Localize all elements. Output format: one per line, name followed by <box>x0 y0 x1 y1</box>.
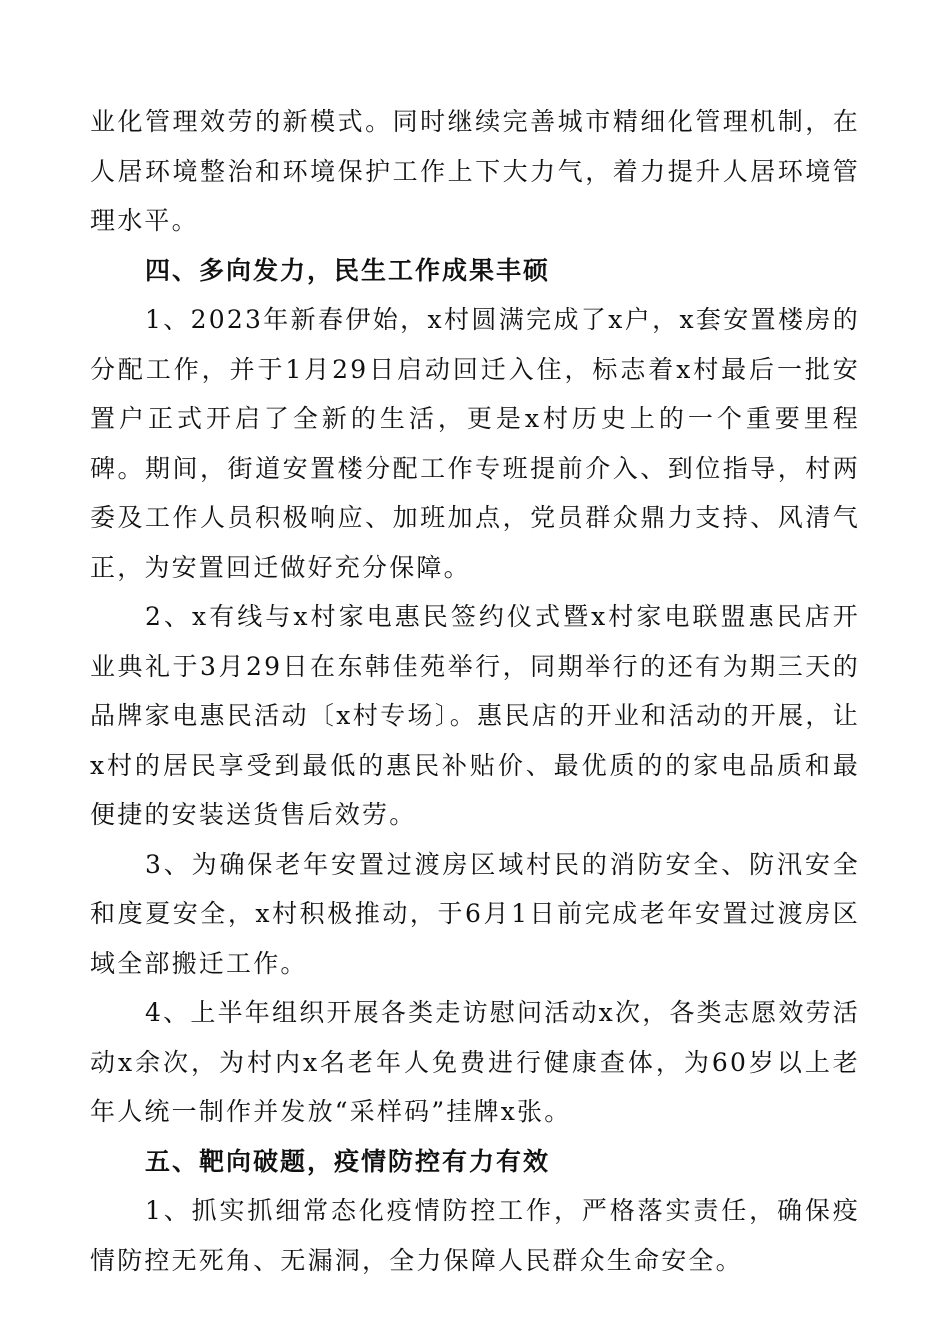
paragraph-item-5-1: 1、抓实抓细常态化疫情防控工作，严格落实责任，确保疫情防控无死角、无漏洞，全力保障人民群众生命安全。 <box>90 1196 860 1275</box>
paragraph-continuation: 业化管理效劳的新模式。同时继续完善城市精细化管理机制，在人居环境整治和环境保护工作上下大力气，着力提升人居环境管理水平。 <box>90 107 860 235</box>
section-heading-4: 四、多向发力，民生工作成果丰硕 <box>145 255 551 285</box>
section-heading-5: 五、靶向破题，疫情防控有力有效 <box>145 1146 551 1176</box>
paragraph-item-4-4: 4、上半年组织开展各类走访慰问活动x次，各类志愿效劳活动x余次，为村内x名老年人免费进行健康查体，为60岁以上老年人统一制作并发放“采样码”挂牌x张。 <box>90 998 860 1126</box>
paragraph-item-4-2: 2、x有线与x村家电惠民签约仪式暨x村家电联盟惠民店开业典礼于3月29日在东韩佳苑举行，同期举行的还有为期三天的品牌家电惠民活动〔x村专场〕。惠民店的开业和活动的开展，让x村的居民享受到最低的惠民补贴价、最优质的的家电品质和最便捷的安装送货售后效劳。 <box>90 602 860 829</box>
paragraph-item-4-1: 1、2023年新春伊始，x村圆满完成了x户，x套安置楼房的分配工作，并于1月29日启动回迁入住，标志着x村最后一批安置户正式开启了全新的生活，更是x村历史上的一个重要里程碑。期间，街道安置楼分配工作专班提前介入、到位指导，村两委及工作人员积极响应、加班加点，党员群众鼎力支持、风清气正，为安置回迁做好充分保障。 <box>90 305 860 582</box>
paragraph-item-4-3: 3、为确保老年安置过渡房区域村民的消防安全、防汛安全和度夏安全，x村积极推动，于6月1日前完成老年安置过渡房区域全部搬迁工作。 <box>90 849 860 978</box>
